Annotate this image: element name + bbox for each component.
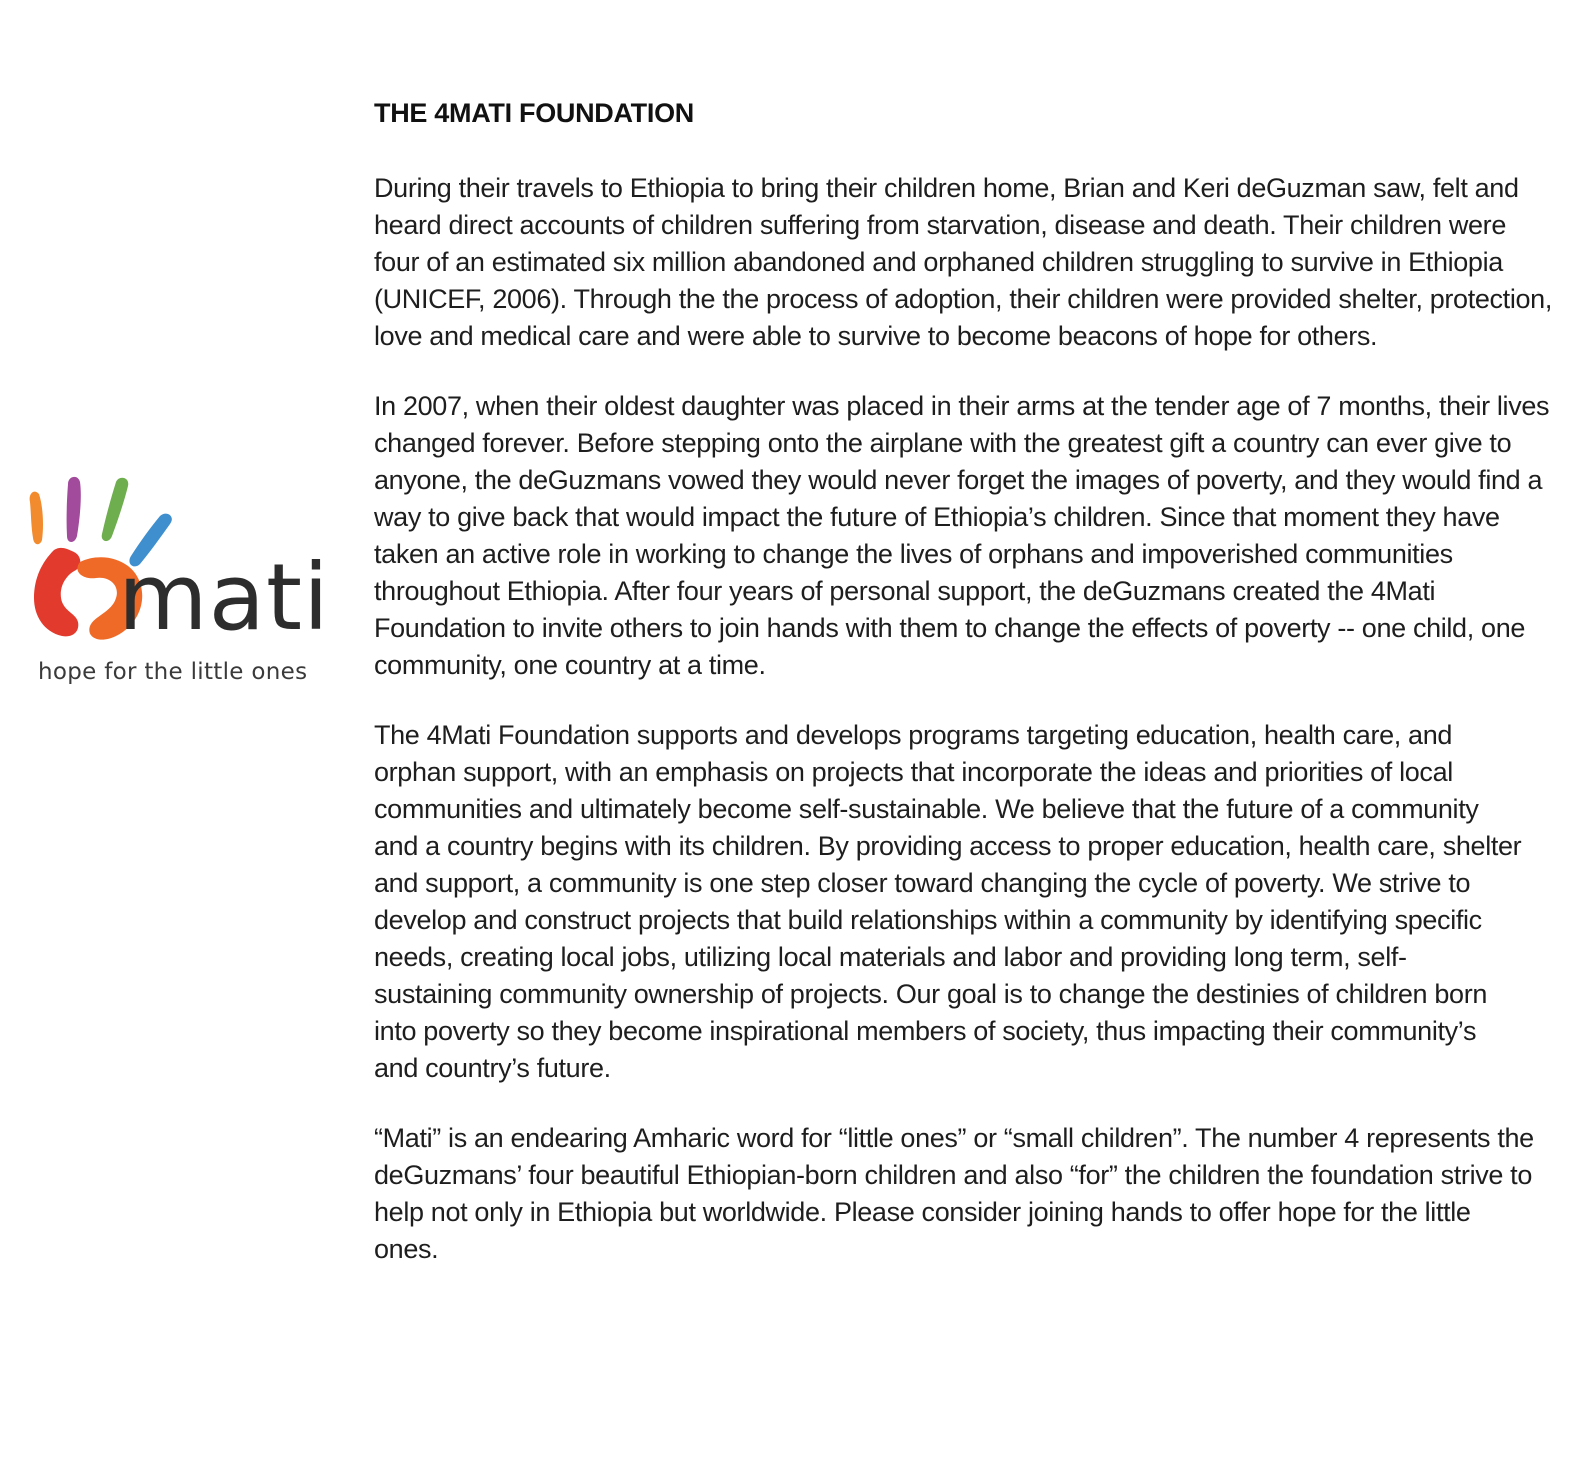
document-body xyxy=(374,96,1564,1301)
finger-orange xyxy=(30,492,43,545)
paragraph-1: During their travels to Ethiopia to bring their children home, Brian and Keri deGuzman saw, felt and heard direct accounts of children suffering from starvation, disease and death. Their children were four of an estimated six million abandoned and orphaned children struggling to survive in Ethiopia (UNICEF, 2006). Through the the process of adoption, their children were provided shelter, protection, love and medical care and were able to survive to become beacons of hope for others. xyxy=(374,173,1552,351)
document-title: THE 4MATI FOUNDATION xyxy=(374,98,694,128)
paragraph-3: The 4Mati Foundation supports and develops programs targeting education, health care, and orphan support, with an emphasis on projects that incorporate the ideas and priorities of local communities and ultimately become self-sustainable. We believe that the future of a community and a country begins with its children. By providing access to proper education, health care, shelter and support, a community is one step closer toward changing the cycle of poverty. We strive to develop and construct projects that build relationships within a community by identifying specific needs, creating local jobs, utilizing local materials and labor and providing long term, self-sustaining community ownership of projects. Our goal is to change the destinies of children born into poverty so they become inspirational members of society, thus impacting their community’s and country’s future. xyxy=(374,720,1522,1083)
palm-gap xyxy=(68,587,88,606)
paragraph-2: In 2007, when their oldest daughter was placed in their arms at the tender age of 7 months, their lives changed forever. Before stepping onto the airplane with the greatest gift a country can ever give to anyone, the deGuzmans vowed they would never forget the images of poverty, and they would find a way to give back that would impact the future of Ethiopia’s children. Since that moment they have taken an active role in working to change the lives of orphans and impoverished communities throughout Ethiopia. After four years of personal support, the deGuzmans created the 4Mati Foundation to invite others to join hands with them to change the effects of poverty -- one child, one community, one country at a time. xyxy=(374,391,1550,680)
logo-tagline: hope for the little ones xyxy=(38,659,308,685)
finger-purple xyxy=(67,477,81,542)
finger-green xyxy=(102,478,129,541)
logo-wordmark: mati xyxy=(118,544,330,651)
foundation-logo xyxy=(20,466,340,696)
paragraph-4: “Mati” is an endearing Amharic word for “little ones” or “small children”. The number 4 represents the deGuzmans’ four beautiful Ethiopian-born children and also “for” the children the foundation strive to help not only in Ethiopia but worldwide. Please consider joining hands to offer hope for the little ones. xyxy=(374,1123,1534,1264)
